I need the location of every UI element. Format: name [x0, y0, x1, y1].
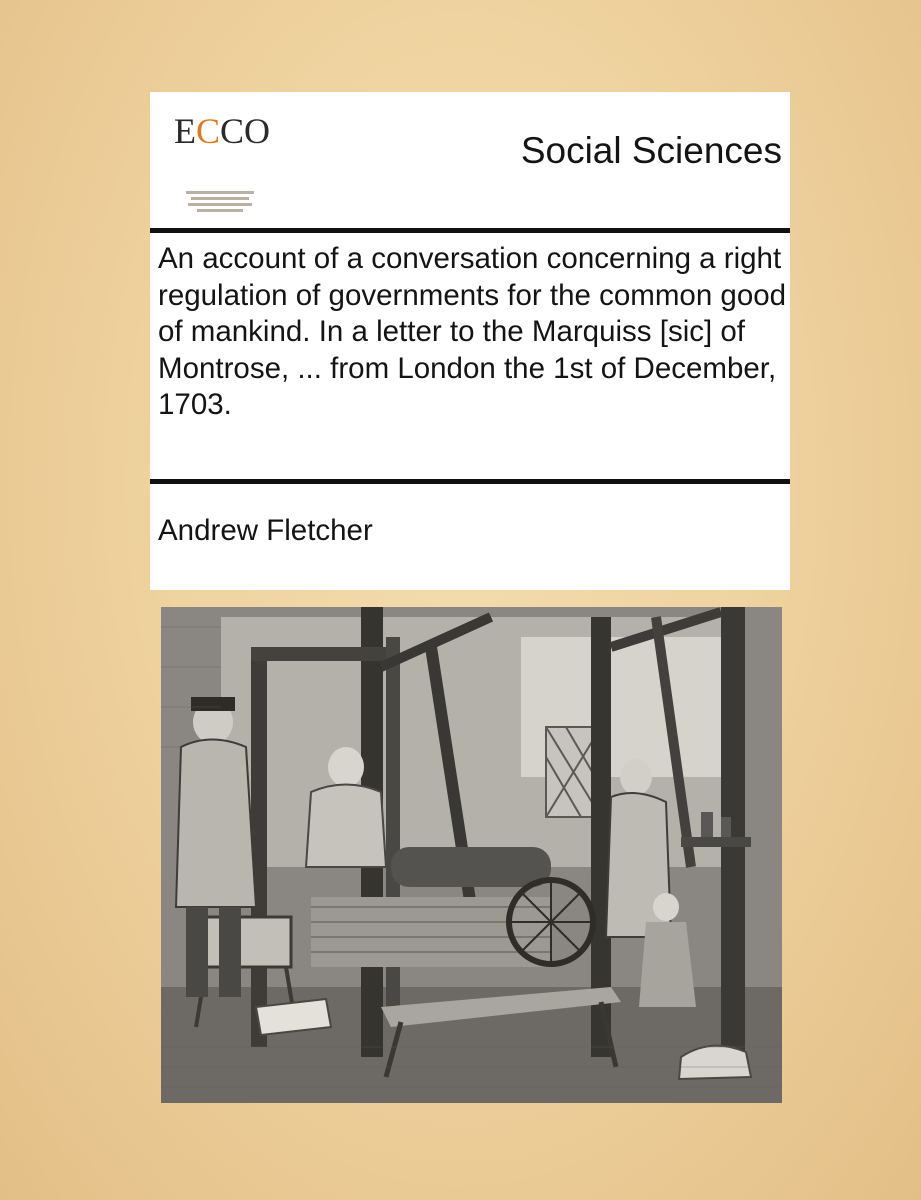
ecco-logo-icon	[166, 106, 271, 216]
book-title: An account of a conversation concerning a right regulation of governments for the common good of mankind. In a letter to the Marquiss [sic] of Montrose, ... from London the 1st of December, 1703.	[158, 242, 787, 422]
logo-letter-c: C	[196, 111, 221, 151]
logo-letter-e: E	[174, 111, 196, 151]
book-author: Andrew Fletcher	[158, 514, 373, 547]
series-label: Social Sciences	[520, 130, 782, 171]
logo-word	[174, 110, 270, 152]
series-header	[150, 92, 790, 228]
author-panel	[150, 484, 790, 590]
title-panel	[150, 233, 790, 479]
weaving-workshop-engraving-icon	[161, 607, 782, 1103]
logo-decoration	[172, 188, 268, 215]
logo-letters-co: CO	[220, 111, 271, 151]
